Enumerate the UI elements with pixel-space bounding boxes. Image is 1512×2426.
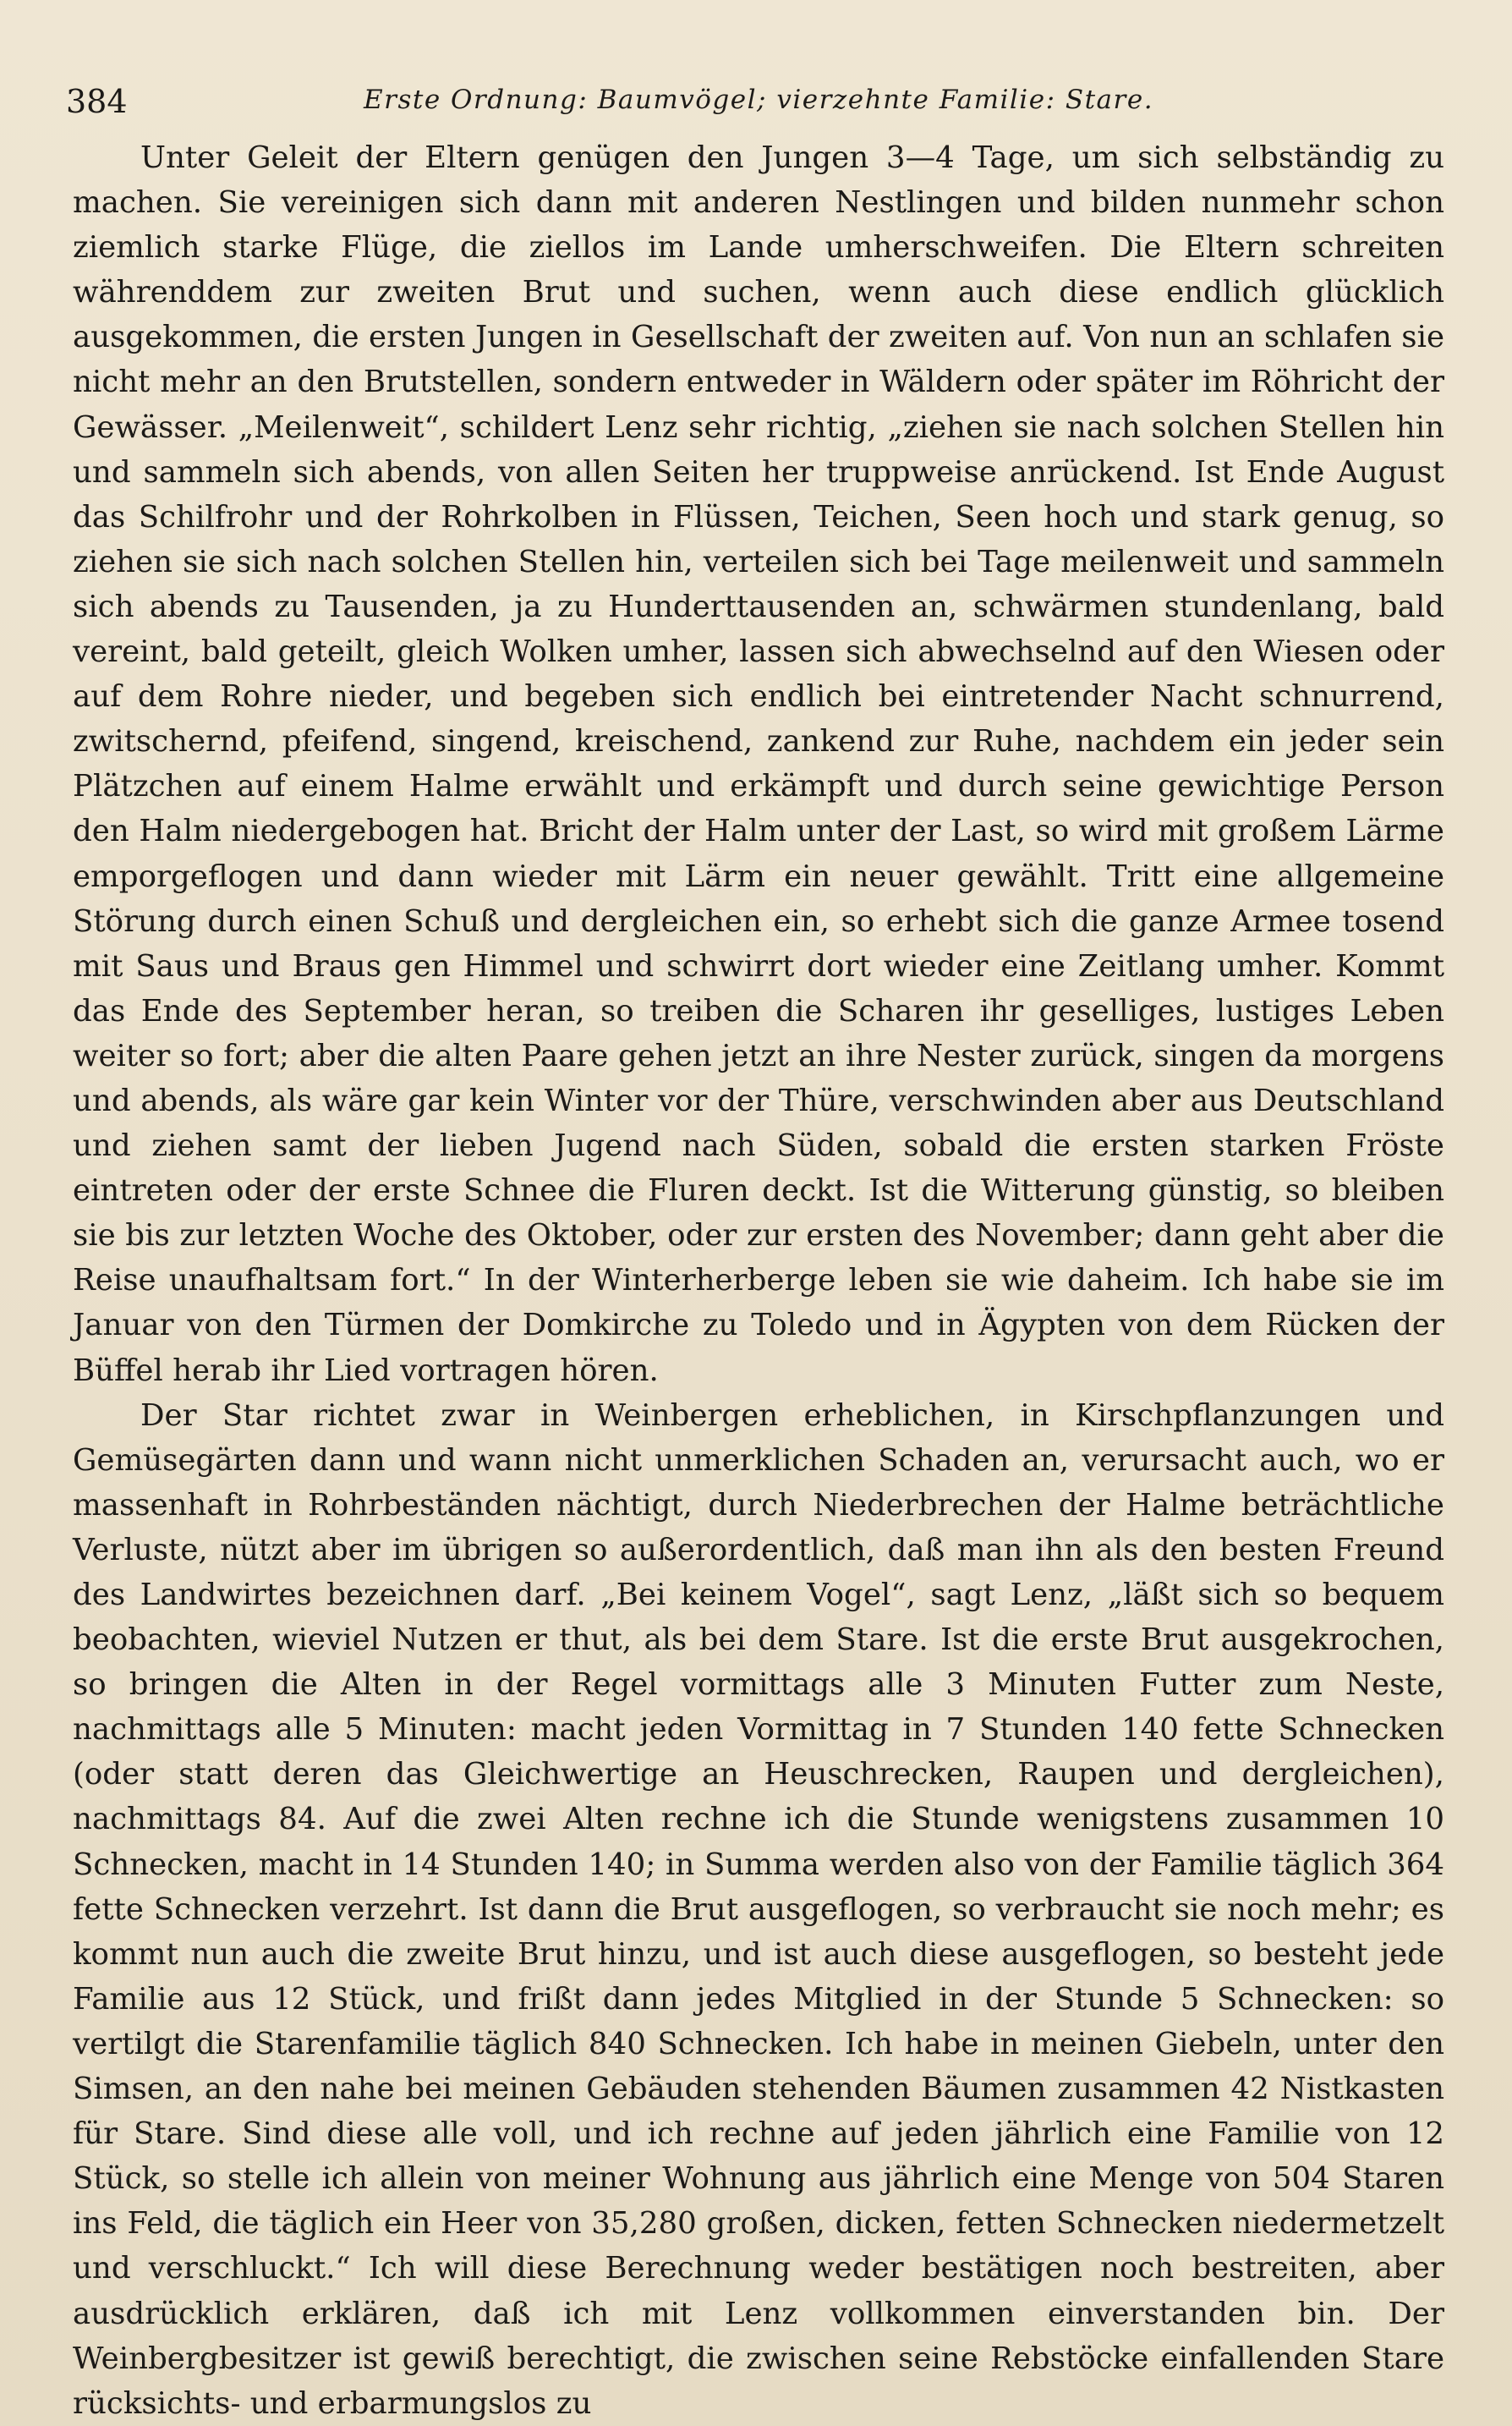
paragraph: Der Star richtet zwar in Weinbergen erheblichen, in Kirschpflanzungen und Gemüsegärten dann und wann nicht unmerklichen Schaden an, verursacht auch, wo er massenhaft in Rohrbeständen nächtigt, durch Niederbrechen der Halme beträchtliche Verluste, nützt aber im übrigen so außerordentlich, daß man ihn als den besten Freund des Landwirtes bezeichnen darf. „Bei keinem Vogel“, sagt Lenz, „läßt sich so bequem beobachten, wieviel Nutzen er thut, als bei dem Stare. Ist die erste Brut ausgekrochen, so bringen die Alten in der Regel vormittags alle 3 Minuten Futter zum Neste, nachmittags alle 5 Minuten: macht jeden Vormittag in 7 Stunden 140 fette Schnecken (oder statt deren das Gleichwertige an Heuschrecken, Raupen und dergleichen), nachmittags 84. Auf die zwei Alten rechne ich die Stunde wenigstens zusammen 10 Schnecken, macht in 14 Stunden 140; in Summa werden also von der Familie täglich 364 fette Schnecken verzehrt. Ist dann die Brut ausgeflogen, so verbraucht sie noch mehr; es kommt nun auch die zweite Brut hinzu, und ist auch diese ausgeflogen, so besteht jede Familie aus 12 Stück, und frißt dann jedes Mitglied in der Stunde 5 Schnecken: so vertilgt die Starenfamilie täglich 840 Schnecken. Ich habe in meinen Giebeln, unter den Simsen, an den nahe bei meinen Gebäuden stehenden Bäumen zusammen 42 Nistkasten für Stare. Sind diese alle voll, und ich rechne auf jeden jährlich eine Familie von 12 Stück, so stelle ich allein von meiner Wohnung aus jährlich eine Menge von 504 Staren ins Feld, die täglich ein Heer von 35,280 großen, dicken, fetten Schnecken niedermetzelt und verschluckt.“ Ich will diese Berechnung weder bestätigen noch bestreiten, aber ausdrücklich erklären, daß ich mit Lenz vollkommen einverstanden bin. Der Weinbergbesitzer ist gewiß berechtigt, die zwischen seine Rebstöcke einfallenden Stare rücksichts- und erbarmungslos zu: [73, 1397, 1444, 2421]
running-title: Erste Ordnung: Baumvögel; vierzehnte Familie: Stare.: [364, 85, 1154, 115]
body-text: [73, 135, 1444, 2426]
paragraph: Unter Geleit der Eltern genügen den Jungen 3—4 Tage, um sich selbständig zu machen. Sie vereinigen sich dann mit anderen Nestlingen und bilden nunmehr schon ziemlich starke Flüge, die ziellos im Lande umherschweifen. Die Eltern schreiten währenddem zur zweiten Brut und suchen, wenn auch diese endlich glücklich ausgekommen, die ersten Jungen in Gesellschaft der zweiten auf. Von nun an schlafen sie nicht mehr an den Brutstellen, sondern entweder in Wäldern oder später im Röhricht der Gewässer. „Meilenweit“, schildert Lenz sehr richtig, „ziehen sie nach solchen Stellen hin und sammeln sich abends, von allen Seiten her truppweise anrückend. Ist Ende August das Schilfrohr und der Rohrkolben in Flüssen, Teichen, Seen hoch und stark genug, so ziehen sie sich nach solchen Stellen hin, verteilen sich bei Tage meilenweit und sammeln sich abends zu Tausenden, ja zu Hunderttausenden an, schwärmen stundenlang, bald vereint, bald geteilt, gleich Wolken umher, lassen sich abwechselnd auf den Wiesen oder auf dem Rohre nieder, und begeben sich endlich bei eintretender Nacht schnurrend, zwitschernd, pfeifend, singend, kreischend, zankend zur Ruhe, nachdem ein jeder sein Plätzchen auf einem Halme erwählt und erkämpft und durch seine gewichtige Person den Halm niedergebogen hat. Bricht der Halm unter der Last, so wird mit großem Lärme emporgeflogen und dann wieder mit Lärm ein neuer gewählt. Tritt eine allgemeine Störung durch einen Schuß und dergleichen ein, so erhebt sich die ganze Armee tosend mit Saus und Braus gen Himmel und schwirrt dort wieder eine Zeitlang umher. Kommt das Ende des September heran, so treiben die Scharen ihr geselliges, lustiges Leben weiter so fort; aber die alten Paare gehen jetzt an ihre Nester zurück, singen da morgens und abends, als wäre gar kein Winter vor der Thüre, verschwinden aber aus Deutschland und ziehen samt der lieben Jugend nach Süden, sobald die ersten starken Fröste eintreten oder der erste Schnee die Fluren deckt. Ist die Witterung günstig, so bleiben sie bis zur letzten Woche des Oktober, oder zur ersten des November; dann geht aber die Reise unaufhaltsam fort.“ In der Winterherberge leben sie wie daheim. Ich habe sie im Januar von den Türmen der Domkirche zu Toledo und in Ägypten von dem Rücken der Büffel herab ihr Lied vortragen hören.: [73, 140, 1444, 1388]
page-number: 384: [66, 83, 128, 120]
running-head: [59, 83, 1453, 125]
